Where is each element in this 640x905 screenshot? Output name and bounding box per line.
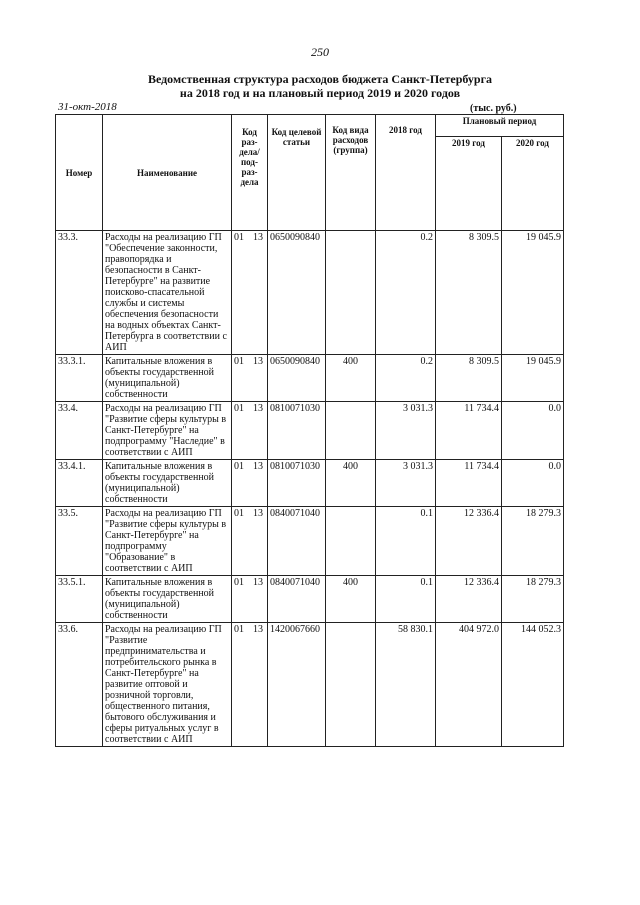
row-name: Расходы на реализацию ГП "Развитие сферы культуры в Санкт-Петербурге" на подпрограмму "Образование" в соответствии с АИП: [103, 507, 232, 576]
row-podrazdel: 13: [253, 232, 263, 243]
table-row: [56, 355, 564, 402]
row-razdel: 01: [234, 508, 244, 519]
header-number: Номер: [56, 115, 103, 231]
row-value-2019: 12 336.4: [436, 507, 502, 576]
row-value-2020: 0.0: [502, 460, 564, 507]
row-podrazdel: 13: [253, 624, 263, 635]
title-line-1: Ведомственная структура расходов бюджета Санкт-Петербурга: [147, 72, 493, 86]
title-line-2: на 2018 год и на плановый период 2019 и 2020 годов: [179, 86, 461, 100]
row-value-2019: 8 309.5: [436, 355, 502, 402]
row-razdel: 01: [234, 232, 244, 243]
row-value-2020: 18 279.3: [502, 576, 564, 623]
table-row: [56, 507, 564, 576]
row-razdel: 01: [234, 403, 244, 414]
row-expense-type: [326, 231, 376, 355]
row-number: 33.3.: [56, 231, 103, 355]
row-section-code: [232, 231, 268, 355]
row-value-2019: 11 734.4: [436, 460, 502, 507]
page-title: [0, 72, 640, 100]
table-row: [56, 460, 564, 507]
row-value-2019: 8 309.5: [436, 231, 502, 355]
row-expense-type: [326, 402, 376, 460]
header-2018: 2018 год: [376, 115, 436, 231]
row-target-code: 0650090840: [268, 355, 326, 402]
row-value-2018: 58 830.1: [376, 623, 436, 747]
row-name: Расходы на реализацию ГП "Развитие сферы культуры в Санкт-Петербурге" на подпрограмму "Наследие" в соответствии с АИП: [103, 402, 232, 460]
row-target-code: 1420067660: [268, 623, 326, 747]
row-value-2020: 144 052.3: [502, 623, 564, 747]
row-podrazdel: 13: [253, 461, 263, 472]
row-value-2020: 18 279.3: [502, 507, 564, 576]
row-section-code: [232, 460, 268, 507]
row-podrazdel: 13: [253, 356, 263, 367]
row-target-code: 0840071040: [268, 507, 326, 576]
row-podrazdel: 13: [253, 508, 263, 519]
header-target: Код целевой статьи: [268, 115, 326, 231]
row-value-2018: 0.1: [376, 576, 436, 623]
row-section-code: [232, 402, 268, 460]
row-section-code: [232, 355, 268, 402]
row-expense-type: [326, 507, 376, 576]
row-value-2018: 0.2: [376, 355, 436, 402]
row-section-code: [232, 576, 268, 623]
row-razdel: 01: [234, 461, 244, 472]
row-name: Капитальные вложения в объекты государственной (муниципальной) собственности: [103, 355, 232, 402]
row-section-code: [232, 507, 268, 576]
row-number: 33.6.: [56, 623, 103, 747]
table-row: [56, 623, 564, 747]
row-number: 33.4.1.: [56, 460, 103, 507]
row-target-code: 0650090840: [268, 231, 326, 355]
header-planned: Плановый период: [436, 115, 564, 137]
table-row: [56, 231, 564, 355]
units-label: (тыс. руб.): [470, 103, 517, 114]
row-podrazdel: 13: [253, 403, 263, 414]
row-number: 33.5.: [56, 507, 103, 576]
row-razdel: 01: [234, 577, 244, 588]
row-target-code: 0840071040: [268, 576, 326, 623]
row-target-code: 0810071030: [268, 460, 326, 507]
row-razdel: 01: [234, 356, 244, 367]
row-value-2018: 3 031.3: [376, 402, 436, 460]
header-expense-type: Код вида расходов (группа): [326, 115, 376, 231]
row-value-2020: 19 045.9: [502, 355, 564, 402]
row-name: Капитальные вложения в объекты государственной (муниципальной) собственности: [103, 576, 232, 623]
row-name: Расходы на реализацию ГП "Развитие предпринимательства и потребительского рынка в Санкт-Петербурге" на развитие оптовой и розничной торговли, общественного питания, бытового обслуживания и сферы ритуальных услуг в соответствии с АИП: [103, 623, 232, 747]
row-expense-type: 400: [326, 355, 376, 402]
row-value-2020: 19 045.9: [502, 231, 564, 355]
row-razdel: 01: [234, 624, 244, 635]
row-number: 33.4.: [56, 402, 103, 460]
row-section-code: [232, 623, 268, 747]
row-value-2019: 11 734.4: [436, 402, 502, 460]
header-name: Наименование: [103, 115, 232, 231]
row-name: Капитальные вложения в объекты государственной (муниципальной) собственности: [103, 460, 232, 507]
budget-table: [55, 114, 564, 747]
row-value-2019: 404 972.0: [436, 623, 502, 747]
row-name: Расходы на реализацию ГП "Обеспечение законности, правопорядка и безопасности в Санкт-Петербурге" на развитие поисково-спасательной службы и системы обеспечения безопасности на водных объектах Санкт-Петербурга в соответствии с АИП: [103, 231, 232, 355]
row-value-2019: 12 336.4: [436, 576, 502, 623]
table-row: [56, 576, 564, 623]
page-number: 250: [311, 45, 329, 59]
row-value-2018: 3 031.3: [376, 460, 436, 507]
row-expense-type: 400: [326, 460, 376, 507]
row-number: 33.5.1.: [56, 576, 103, 623]
table-row: [56, 402, 564, 460]
header-2020: 2020 год: [502, 137, 564, 231]
row-number: 33.3.1.: [56, 355, 103, 402]
row-expense-type: [326, 623, 376, 747]
row-value-2020: 0.0: [502, 402, 564, 460]
row-value-2018: 0.1: [376, 507, 436, 576]
report-date: 31-окт-2018: [58, 101, 117, 113]
row-value-2018: 0.2: [376, 231, 436, 355]
row-podrazdel: 13: [253, 577, 263, 588]
header-2019: 2019 год: [436, 137, 502, 231]
row-expense-type: 400: [326, 576, 376, 623]
row-target-code: 0810071030: [268, 402, 326, 460]
header-section: Код раз-дела/ под-раз-дела: [232, 115, 268, 231]
